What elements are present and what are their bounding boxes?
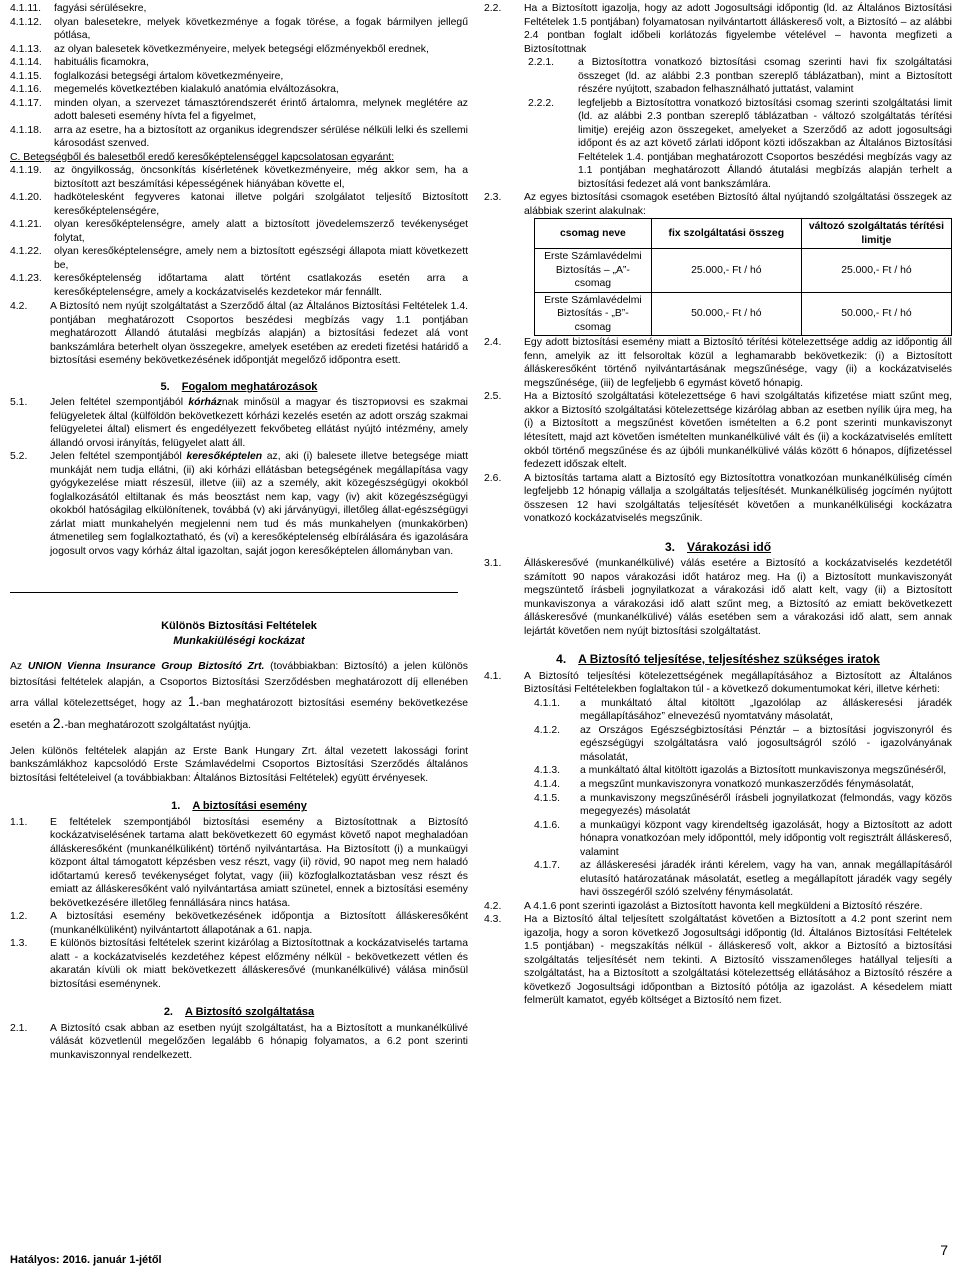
effective-date-footer: Hatályos: 2016. január 1-jétől [10,1254,162,1266]
para-2-1: 2.1. A Biztosító csak abban az esetben nyújt szolgáltatást, ha a Biztosított a munkanélkülivé válását közvetlenül megelőzően legalább 6 hónapig folyamatos, a 6.2 pont szerinti munkaviszonnyal rendelkezett. [10,1022,468,1061]
list-item-text: minden olyan, a szervezet támasztórendszerét érintő ártalomra, melynek meglétére az adott baleseti esemény hívta fel a figyelmet, [54,97,468,123]
list-item-text: az Országos Egészségbiztosítási Pénztár – a biztosítási jogviszonyról és egészségügyi szolgáltatásra való jogosultságról szóló - igazolványának másolatát, [580,724,952,763]
table-row [535,292,952,336]
section-c-heading: C. Betegségből és balesetből eredő keresőképtelenséggel kapcsolatosan egyaránt: [10,151,395,163]
exclusion-list-a [10,2,468,151]
list-item-number: 4.1.17. [10,97,42,109]
list-item-text: a munkáltató által kitöltött „Igazolólap az álláskeresési járadék megállapításához” elnevezésű nyomtatvány másolatát, [580,697,952,723]
heading-4: 4. A Biztosító teljesítése, teljesítéshez szükséges iratok [556,652,880,667]
table-cell-package: Erste Számlavédelmi Biztosítás – „A”- csomag [535,249,652,293]
list-item-text: olyan balesetekre, melyek következménye a fogak törése, a fogak bármilyen jellegű pótlása, [54,16,468,42]
list-item [10,70,468,84]
table-cell-fixed: 50.000,- Ft / hó [651,292,801,336]
list-item-text: foglalkozási betegségi ártalom következményeire, [54,70,284,82]
para-1-1: 1.1. E feltételek szempontjából biztosítási esemény a Biztosítottnak a Biztosító kockázatviselésének tartama alatt bekövetkezett 60 egymást követő napot meghaladóan álláskeresőként (munkanélküliként) történő nyilvántartása. Ha Biztosított (i) a munkaügyi központ által támogatott képzésben vesz részt, vagy (ii) rövid, 90 napot meg nem haladó időtartamú kereső tevékenységet folytat, vagy (iii) közfoglalkoztatásban vesz részt és emiatt az álláskeresőként való nyilvántartása amiatt szünetel, ennek a biztosítási esemény bekövetkezésére illetőleg fennállására nincs hatása. [10,816,468,909]
table-header-package: csomag neve [535,219,652,249]
list-item-number: 4.1.12. [10,16,42,28]
divider-line [10,592,458,593]
list-item [484,819,952,860]
list-item-number: 4.1.15. [10,70,42,82]
list-item [10,97,468,124]
para-1-2: 1.2. A biztosítási esemény bekövetkezésének időpontja a Biztosított álláskeresőként (munkanélküliként) nyilvántartott állapotának a 61. napja. [10,911,468,936]
list-item [10,16,468,43]
list-item-number: 4.1.13. [10,43,42,55]
table-cell-variable: 50.000,- Ft / hó [801,292,951,336]
exclusion-list-b [10,164,468,299]
heading-2: 2. A Biztosító szolgáltatása [163,1006,315,1019]
page-number: 7 [940,1242,948,1258]
list-item-number: 4.1.19. [10,165,42,177]
para-2-2: 2.2. Ha a Biztosított igazolja, hogy az adott Jogosultsági időpontig (ld. az Általános Biztosítási Feltételek 1.5 pontjában) folyamatosan nyilvántartott álláskereső volt, a Biztosító – az alábbi 2.4 pontban foglalt időbeli korlátozás figyelembe vételével – havonta megfizeti a Biztosítottnak [484,3,952,55]
para-2-4: 2.4. Egy adott biztosítási esemény miatt a Biztosító térítési kötelezettsége addig az időpontig áll fenn, amelyik az itt felsoroltak közül a leghamarabb bekövetkezik: (i) a Biztosított álláskeresőként történő nyilvántartásának megszűnésége, vagy (ii) a kockázatviselés megszűnésége, (iii) de legfeljebb 6 egymást követő hónapig. [484,337,952,389]
service-table-wrap [484,218,952,336]
intro-paragraph: Az UNION Vienna Insurance Group Biztosító Zrt. (továbbiakban: Biztosító) a jelen különös biztosítási feltételek alapján, a Csoportos Biztosítási Szerződésben meghatározott díj ellenében arra vállal kötelezettséget, hogy az 1.-ban meghatározott biztosítási esemény bekövetkezése esetén a 2.-ban meghatározott szolgáltatást nyújtja. [10,661,468,732]
para-2-3: 2.3. Az egyes biztosítási csomagok esetében Biztosító által nyújtandó szolgáltatási összegek az alábbiak szerint alakulnak: [484,192,952,217]
list-item-text: olyan keresőképtelenségre, amely alatt a biztosított jövedelemszerző tevékenységet folytat, [54,219,468,244]
list-item-number: 4.1.16. [10,84,42,96]
para-5-2: 5.2. Jelen feltétel szempontjából keresőképtelen az, aki (i) balesete illetve betegsége miatt munkáját nem tudja ellátni, (ii) aki kórházi ellátásban betegségének megállapítása vagy gyógykezelése miatt részesül, illetve (iii) az a személy, akit közegészségügyi okokból foglalkozásától eltiltanak és más beosztást nem kap, vagy (iv) akit közegészségügyi okokból hatóságilag elkülönítenek, továbbá (v) aki járványügyi, illetőleg állat-egészségügyi zárlat miatt munkahelyén megjelenni nem tud és más munkahelyen (munkakörben) átmenetileg sem foglalkoztatható, és (vi) a keresőképtelenség elbírálására és igazolására jogosult orvos vagy kórház által igazoltan, saját jogon keresőképtelen állományban van. [10,451,468,557]
list-item [10,245,468,272]
list-item-number: 4.1.2. [534,724,560,736]
left-column [10,2,468,1062]
para-2-5: 2.5. Ha a Biztosító szolgáltatási kötelezettsége 6 havi szolgáltatás kifizetése miatt szűnt meg, akkor a Biztosító szolgáltatási kötelezettsége kizárólag abban az esetben nyílik újra meg, ha (i) a Biztosított a megszűnést követően ismételten a 6.2 pont szerinti munkaviszonyt létesített, majd azt követően ismételten munkanélkülivé vált és (ii) a kockázatviselés említett okból történő megszűnése és az újbóli munkanélkülivé válás között 6 hónapos, díjfizetéssel fedezett időszak eltelt. [484,391,952,471]
intro-paragraph-2: Jelen különös feltételek alapján az Erste Bank Hungary Zrt. által vezetett lakossági forint bankszámlákhoz kapcsolódó Erste Számlavédelmi Csoportos Biztosítási Szerződés általános biztosítási feltételeivel (a továbbiakban: Általános Biztosítási Feltételek) együtt érvényesek. [10,745,468,784]
list-item-number: 4.1.6. [534,819,560,831]
list-item-number: 4.1.5. [534,792,560,804]
heading-1: 1. A biztosítási esemény [171,800,307,813]
para-5-1: 5.1. Jelen feltétel szempontjából kórháznak minősül a magyar és tiszториovsi es szakmai felügyeletek által (külföldön bekövetkezett kórházi kezelés esetén az adott ország szakmai felügyeletei által) elismert és engedélyezett fekvőbeteg ellátást nyújtó intézmény, amely állandó orvosi irányítás, felügyelet alatt áll. [10,397,468,449]
list-item-number: 4.1.3. [534,765,560,777]
list-item-text: a megszűnt munkaviszonyra vonatkozó munkaszerződés fénymásolatát, [580,779,914,790]
list-item-number: 4.1.11. [10,3,42,14]
list-item-number: 4.1.22. [10,246,42,258]
list-item-number: 4.1.21. [10,219,42,231]
list-item [484,764,952,778]
para-4-2: 4.2. A Biztosító nem nyújt szolgáltatást a Szerződő által (az Általános Biztosítási Feltételek 1.4. pontjában meghatározott Csoportos beszédesi megbízás vagy 1.1 pontjában meghatározott Állandó átutalási megbízás alapján) a biztosítási fedezet alá vont bankszámlára beterhelt olyan összegekre, amelyek esetében az eredeti fizetési határidő a biztosítási esemény bekövetkezésének időpontját megelőző időpontra esett. [10,301,468,367]
list-item-text: keresőképtelenség időtartama alatt történt csatlakozás esetén arra a keresőképtelenségre, amely a kockázatviselés kezdetekor már fennállt. [54,273,468,298]
heading-3: 3. Várakozási idő [664,539,772,554]
list-item-number: 4.1.4. [534,779,560,790]
list-item-number: 4.1.18. [10,124,42,136]
table-cell-fixed: 25.000,- Ft / hó [651,249,801,293]
list-item [10,56,468,70]
list-item [484,778,952,792]
para-2-2-2: 2.2.2. legfeljebb a Biztosítottra vonatkozó biztosítási csomag szerinti szolgáltatási limit (ld. az alábbi 2.3 pontban szereplő táblázatban - változó szolgáltatás térítési limitje) erejéig azon összegeket, amelyeket a Szerződő az adott jogosultsági időpont és az azt követő zárlati időpont közti időszakban az Általános Biztosítási Feltételek 1.4. pontjában meghatározott Csoportos beszédési megbízás vagy az 1.1 pontjában meghatározott Állandó átutalási megbízás alapján terhelt a biztosítási fedezet alá vont bankszámlára. [528,97,952,190]
table-header-variable: változó szolgáltatás térítési limitje [801,219,951,249]
list-item-text: fagyási sérülésekre, [54,3,147,14]
heading-5: 5. Fogalom meghatározások [160,380,318,393]
list-item [10,2,468,16]
list-item [484,792,952,819]
list-item-text: habituális ficamokra, [54,57,149,69]
list-item-text: a munkaügyi központ vagy kirendeltség igazolását, hogy a Biztosított az adott hónapra vonatkozóan mely időponttól, mely időpontig volt regisztrált álláskereső, valamint [580,819,952,858]
list-item-text: olyan keresőképtelenségre, amely nem a biztosított egészségi állapota miatt következett be, [54,246,468,271]
para-4-3: 4.3. Ha a Biztosító által teljesített szolgáltatást követően a Biztosított a 4.2 pont szerint nem igazolja, hogy a soron következő Jogosultsági időpontig (ld. Általános Biztosítási Feltételek 1.5 pontjában) - megszakítás nélkül - álláskereső volt, akkor a Biztosító a biztosítási szolgáltatás teljesítését nem tekinti. A Biztosító visszamenőleges hatállyal teljesíti a szolgáltatást, ha a Biztosított a szolgáltatási kötelezettség ellátásához a Biztosító részére a következő Jogosultsági időpontban a Biztosító pótólja az igazolást. A késedelem miatt felmerült kamatot, egyéb költséget a Biztosító nem fizet. [484,914,952,1007]
right-column [484,2,952,1008]
list-item-text: a munkaviszony megszűnéséről írásbeli jognyilatkozat (felmondás, vagy közös megegyezés) másolatát [580,792,952,818]
para-2-6: 2.6. A biztosítás tartama alatt a Biztosító egy Biztosítottra vonatkozóan munkanélküliség címén legfeljebb 12 hónapig vállalja a szolgáltatás teljesítését. Munkanélküliség jogcímén nyújtott összesen 12 havi szolgáltatás teljesítését követően a munkanélküliségi kockázatra vonatkozó kockázatviselés megszűnik. [484,472,952,525]
para-1-3: 1.3. E különös biztosítási feltételek szerint kizárólag a Biztosítottnak a kockázatviselés tartama alatt - a kockázatviselés kezdetéhez képest előzmény nélkül - bekövetkezett vétlen és akaratán kívüli ok miatt bekövetkezett álláskeresővé (munkanélkülivé) válása minősül biztosítási eseménynek. [10,938,468,990]
para-4-1: 4.1. A Biztosító teljesítési kötelezettségének megállapításához a Biztosított az Általános Biztosítási Feltételekben foglaltakon túl - a következő dokumentumokat kéri, illetve kérheti: [484,670,952,696]
list-item [484,859,952,900]
list-item [10,191,468,218]
service-table [534,218,952,336]
special-conditions-title: Különös Biztosítási Feltételek Munkakiüléségi kockázat [161,620,317,648]
list-item [10,218,468,245]
table-cell-package: Erste Számlavédelmi Biztosítás - „B”- csomag [535,292,652,336]
para-2-2-1: 2.2.1. a Biztosítottra vonatkozó biztosítási csomag szerinti havi fix szolgáltatási összeget (ld. az alábbi 2.3 pontban szereplő táblázatban), mint a Biztosított részére nyújtott, szabadon felhasználható juttatást, valamint [528,57,952,96]
list-item-text: az olyan balesetek következményeire, melyek betegségi előzményekből erednek, [54,43,429,55]
list-item [484,724,952,765]
table-cell-variable: 25.000,- Ft / hó [801,249,951,293]
para-4-2-right: 4.2. A 4.1.6 pont szerinti igazolást a Biztosított havonta kell megküldeni a Biztosító részére. [484,900,923,912]
para-3-1: 3.1. Álláskeresővé (munkanélkülivé) válás esetére a Biztosító a kockázatviselés kezdetétől számított 90 napos várakozási időt határoz meg. Ha (i) a Biztosított munkaviszonyát megszüntető írásbeli jognyilatkozat a várakozási idő alatt kelt, vagy (ii) a Biztosított munkaviszonya a várakozási idő alatt szűnt meg, a Biztosító az emiatt bekövetkezett álláskeresővé (munkanélkülivé) válás esetében sem a várakozási idő alatt, sem annak lejártát követően nem nyújt biztosítási szolgáltatást. [484,558,952,637]
list-item [10,43,468,57]
list-item-number: 4.1.14. [10,57,42,69]
list-item-number: 4.1.7. [534,860,560,872]
list-item-text: hadkötelesként fegyveres katonai illetve polgári szolgálatot teljesítő Biztosított keresőképtelenségére, [54,192,468,217]
list-item-text: a munkáltató által kitöltött igazolás a Biztosított munkaviszonya megszűnéséről, [580,765,947,777]
list-item [484,697,952,724]
table-header-fixed: fix szolgáltatási összeg [651,219,801,249]
list-item [10,83,468,97]
list-item-text: arra az esetre, ha a biztosított az organikus idegrendszer sérülése nélküli lelki és szellemi károsodást szenved. [54,124,468,150]
list-item-number: 4.1.1. [534,697,560,709]
required-documents-list [484,697,952,900]
list-item-number: 4.1.20. [10,192,42,204]
list-item [10,272,468,299]
list-item-text: az álláskeresési járadék iránti kérelem, vagy ha van, annak megállapításáról elutasító határozatának másolatát, esetleg a megállapított járadék vagy segély havi összegéről szóló szelvény fénymásolatát. [580,860,952,899]
list-item [10,164,468,191]
list-item-text: megemelés következtében kialakuló anatómia elváltozásokra, [54,84,339,96]
list-item-text: az öngyilkosság, öncsonkítás kísérletének következményeire, még akkor sem, ha a biztosított azt beszámítási képességének hiányában követte el, [54,165,468,190]
table-row [535,249,952,293]
list-item-number: 4.1.23. [10,273,42,285]
list-item [10,124,468,151]
